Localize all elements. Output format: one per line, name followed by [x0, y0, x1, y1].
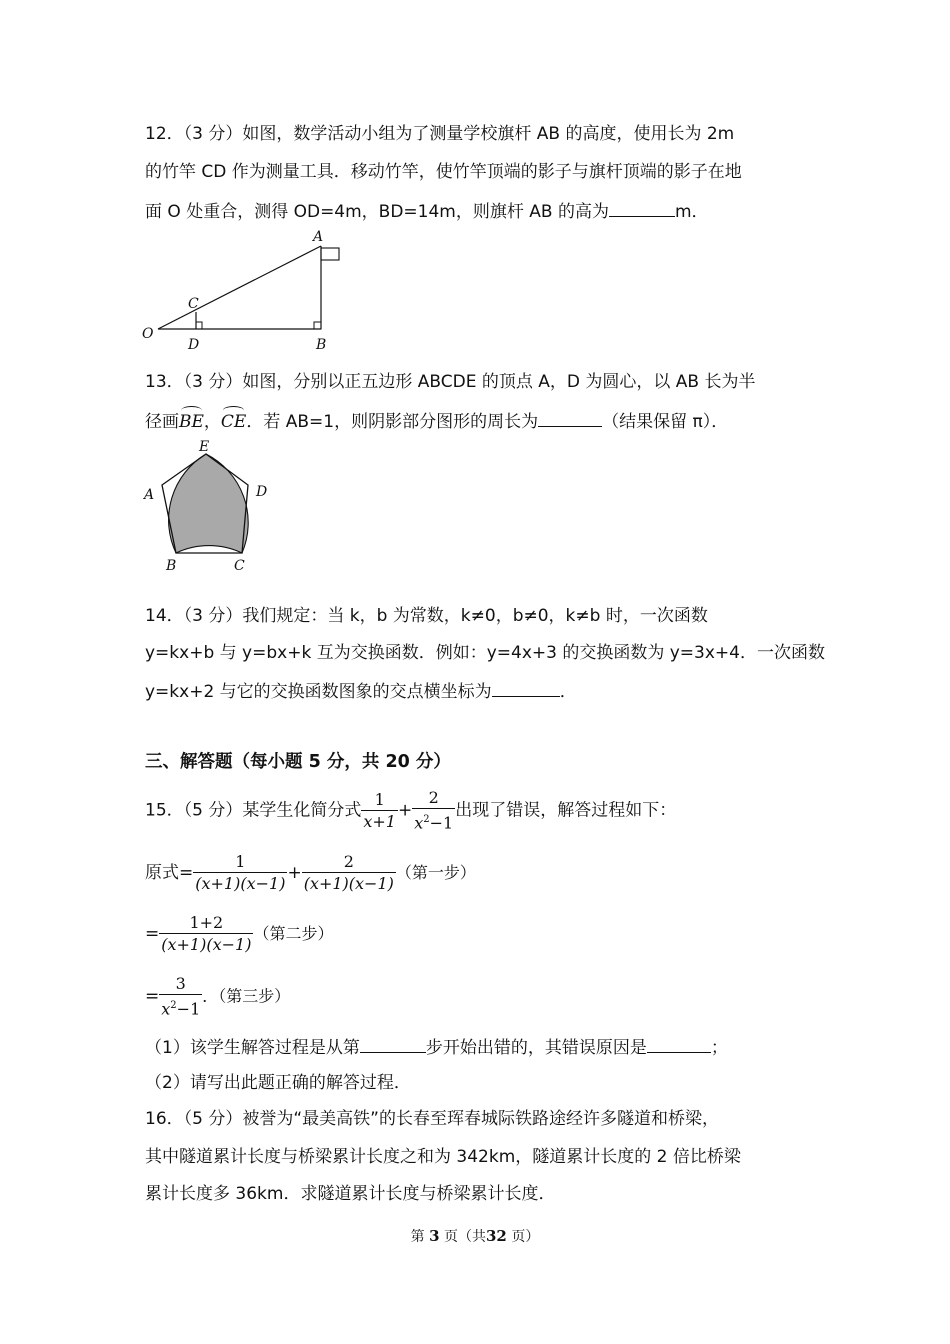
q15-fraction-1: $\frac{1}{x+1}$ — [363, 789, 396, 831]
q15-step-3 — [145, 974, 290, 1019]
q15-step-1-plus: + — [287, 863, 302, 883]
q16-line-2: 其中隧道累计长度与桥梁累计长度之和为 342km，隧道累计长度的 2 倍比桥梁 — [145, 1147, 741, 1167]
q16-line-3: 累计长度多 36km．求隧道累计长度与桥梁累计长度． — [145, 1184, 556, 1204]
footer-page-number: 3 — [429, 1227, 440, 1245]
q13-answer-blank[interactable] — [538, 408, 602, 427]
q12-label-B: B — [316, 337, 327, 353]
footer-total-pages: 32 — [486, 1227, 507, 1245]
q12-line-2: 的竹竿 CD 作为测量工具．移动竹竿，使竹竿顶端的影子与旗杆顶端的影子在地 — [145, 162, 742, 182]
q15-step-2-fraction: $\frac{1+2}{(x+1)(x-1)}$ — [161, 913, 252, 954]
q15-step-blank[interactable] — [360, 1034, 426, 1053]
q13-line-2-post: ．若 AB=1，则阴影部分图形的周长为 — [246, 412, 539, 432]
q15-step-1 — [145, 851, 476, 895]
q15-intro-pre: 15．（5 分）某学生化简分式 — [145, 800, 362, 821]
q15-step-3-label: ．（第三步） — [202, 986, 291, 1006]
q13-line-1: 13．（3 分）如图，分别以正五边形 ABCDE 的顶点 A，D 为圆心，以 AB 长为半 — [145, 372, 756, 392]
q15-step-2-pre: = — [145, 924, 160, 944]
q13-label-C: C — [234, 558, 245, 574]
page-footer — [0, 1226, 950, 1246]
q15-plus: + — [397, 800, 413, 821]
q15-sub-2: （2）请写出此题正确的解答过程． — [145, 1073, 411, 1093]
q14-line-2: y=kx+b 与 y=bx+k 互为交换函数．例如：y=4x+3 的交换函数为 y=3x+4．一次函数 — [145, 643, 825, 663]
q15-sub-1-pre: （1）该学生解答过程是从第 — [145, 1038, 360, 1058]
q12-answer-blank[interactable] — [609, 198, 675, 217]
q14-line-1: 14．（3 分）我们规定：当 k，b 为常数，k≠0，b≠0，k≠b 时，一次函数 — [145, 606, 708, 626]
q13-line-2 — [145, 408, 728, 434]
q13-line-2-tail: （结果保留 π）． — [602, 412, 729, 432]
q12-line-1: 12．（3 分）如图，数学活动小组为了测量学校旗杆 AB 的高度，使用长为 2m — [145, 124, 735, 144]
q14-line-3-text: y=kx+2 与它的交换函数图象的交点横坐标为 — [145, 682, 492, 702]
q13-label-A: A — [144, 487, 155, 503]
q13-arc-ce: CE — [220, 412, 247, 432]
q15-reason-blank[interactable] — [647, 1034, 711, 1053]
q15-intro — [145, 788, 676, 833]
q12-figure — [138, 228, 348, 356]
section-3-title: 三、解答题（每小题 5 分，共 20 分） — [145, 752, 451, 772]
q15-step-1-label: （第一步） — [395, 863, 476, 882]
q14-answer-blank[interactable] — [492, 678, 560, 697]
q12-line-3-tail: m． — [674, 202, 709, 222]
footer-mid: 页（共 — [444, 1229, 486, 1245]
q15-step-1-fraction-2: $\frac{2}{(x+1)(x-1)}$ — [303, 852, 394, 893]
q14-line-3 — [145, 678, 577, 704]
q12-line-3 — [145, 198, 709, 224]
q16-line-1: 16．（5 分）被誉为“最美高铁”的长春至珲春城际铁路途经许多隧道和桥梁， — [145, 1109, 719, 1129]
q15-step-3-pre: = — [145, 986, 160, 1007]
q13-line-2-pre: 径画 — [145, 412, 179, 432]
q15-step-1-pre: 原式= — [145, 863, 194, 883]
q15-step-3-fraction: $\frac{3}{x^2-1}$ — [161, 974, 201, 1019]
q12-label-A: A — [313, 229, 324, 245]
q12-line-3-text: 面 O 处重合，测得 OD=4m，BD=14m，则旗杆 AB 的高为 — [145, 202, 609, 222]
q15-step-2-label: （第二步） — [253, 924, 334, 943]
q12-label-O: O — [142, 326, 154, 342]
footer-post: 页） — [511, 1229, 540, 1245]
q15-sub-1 — [145, 1034, 728, 1060]
q15-fraction-2: $\frac{2}{x^2-1}$ — [414, 788, 454, 833]
q15-step-1-fraction-1: $\frac{1}{(x+1)(x-1)}$ — [195, 852, 286, 893]
q13-figure — [138, 436, 278, 576]
q15-step-2 — [145, 912, 333, 956]
q13-arc-be: BE — [179, 412, 204, 432]
q12-label-C: C — [188, 296, 199, 312]
q13-label-B: B — [166, 558, 177, 574]
q15-sub-1-mid: 步开始出错的，其错误原因是 — [425, 1038, 647, 1058]
q12-label-D: D — [188, 337, 200, 353]
q13-comma: ， — [203, 412, 221, 432]
q13-label-E: E — [199, 439, 210, 455]
q15-sub-1-tail: ； — [710, 1038, 728, 1058]
q14-line-3-tail: ． — [559, 682, 577, 702]
q13-label-D: D — [256, 484, 268, 500]
footer-pre: 第 — [410, 1229, 425, 1245]
q15-intro-post: 出现了错误，解答过程如下： — [455, 800, 677, 821]
